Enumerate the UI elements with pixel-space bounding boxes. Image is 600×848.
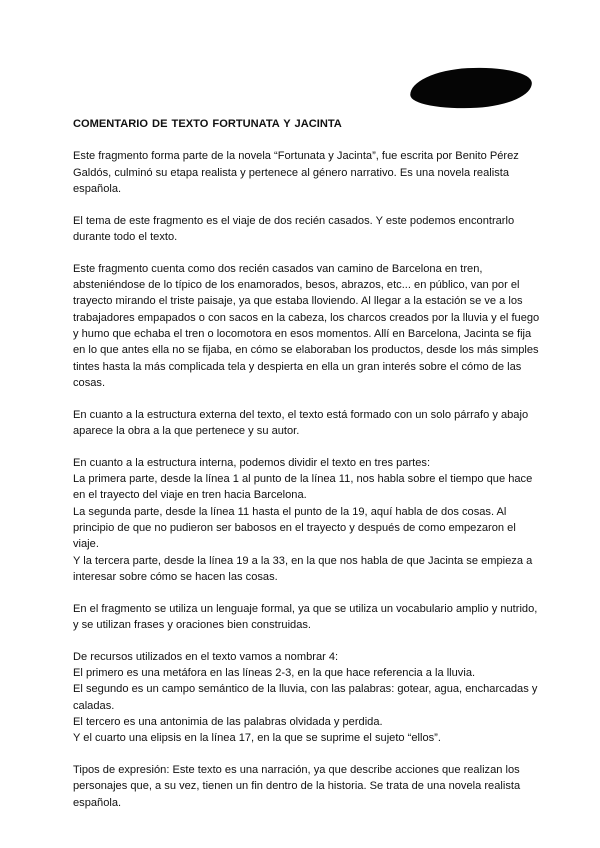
- estructura-interna-line: La primera parte, desde la línea 1 al punto de la línea 11, nos habla sobre el tiempo que hace en el trayecto del viaje en tren hacia Barcelona.: [73, 473, 533, 502]
- estructura-interna-line: Y la tercera parte, desde la línea 19 a la 33, en la que nos habla de que Jacinta se empieza a interesar sobre cómo se hacen las cosas.: [73, 554, 533, 583]
- paragraph-resumen: Este fragmento cuenta como dos recién casados van camino de Barcelona en tren, absteniéndose de lo típico de los enamorados, besos, abrazos, etc... en público, van por el trayecto mirando el triste paisaje, ya que estaba lloviendo. Al llegar a la estación se ve a los trabajadores empapados o con sacos en la cabeza, los charcos creados por la lluvia y el fuego y humo que echaba el tren o locomotora en esos momentos. Allí en Barcelona, Jacinta se fija en lo que antes ella no se fijaba, en cómo se elaboraban los productos, desde los más simples tintes hasta la más complicada tela y despierta en ella un gran interés sobre el cómo de las cosas.: [73, 262, 540, 389]
- paragraph-lenguaje: En el fragmento se utiliza un lenguaje formal, ya que se utiliza un vocabulario amplio y nutrido, y se utilizan frases y oraciones bien construidas.: [73, 602, 538, 631]
- section-recursos: [73, 649, 543, 747]
- section-estructura-interna: [73, 455, 543, 585]
- document-title: COMENTARIO DE TEXTO FORTUNATA Y JACINTA: [73, 118, 342, 130]
- paragraph-intro: Este fragmento forma parte de la novela “Fortunata y Jacinta”, fue escrita por Benito Pérez Galdós, culminó su etapa realista y pertenece al género narrativo. Es una novela realista española.: [73, 150, 519, 195]
- paragraph-tipos: Tipos de expresión: Este texto es una narración, ya que describe acciones que realizan los personajes que, a su vez, tienen un fin dentro de la historia. Se trata de una novela realista española.: [73, 764, 521, 809]
- recursos-line: De recursos utilizados en el texto vamos a nombrar 4:: [73, 650, 339, 663]
- recursos-line: El segundo es un campo semántico de la lluvia, con las palabras: gotear, agua, encharcadas y caladas.: [73, 683, 538, 712]
- paragraph-estructura-externa: En cuanto a la estructura externa del texto, el texto está formado con un solo párrafo y abajo aparece la obra a la que pertenece y su autor.: [73, 408, 529, 437]
- estructura-interna-line: La segunda parte, desde la línea 11 hasta el punto de la 19, aquí habla de dos cosas. Al principio de que no pudieron ser babosos en el trayecto y después de como empezaron el viaje.: [73, 505, 516, 551]
- recursos-line: El tercero es una antonimia de las palabras olvidada y perdida.: [73, 715, 383, 728]
- redaction-mark: [409, 65, 533, 111]
- recursos-line: El primero es una metáfora en las líneas 2-3, en la que hace referencia a la lluvia.: [73, 667, 476, 680]
- paragraph-tema: El tema de este fragmento es el viaje de dos recién casados. Y este podemos encontrarlo durante todo el texto.: [73, 214, 515, 243]
- recursos-line: Y el cuarto una elipsis en la línea 17, en la que se suprime el sujeto “ellos”.: [73, 732, 441, 745]
- document-body: [73, 116, 543, 826]
- estructura-interna-line: En cuanto a la estructura interna, podemos dividir el texto en tres partes:: [73, 456, 431, 469]
